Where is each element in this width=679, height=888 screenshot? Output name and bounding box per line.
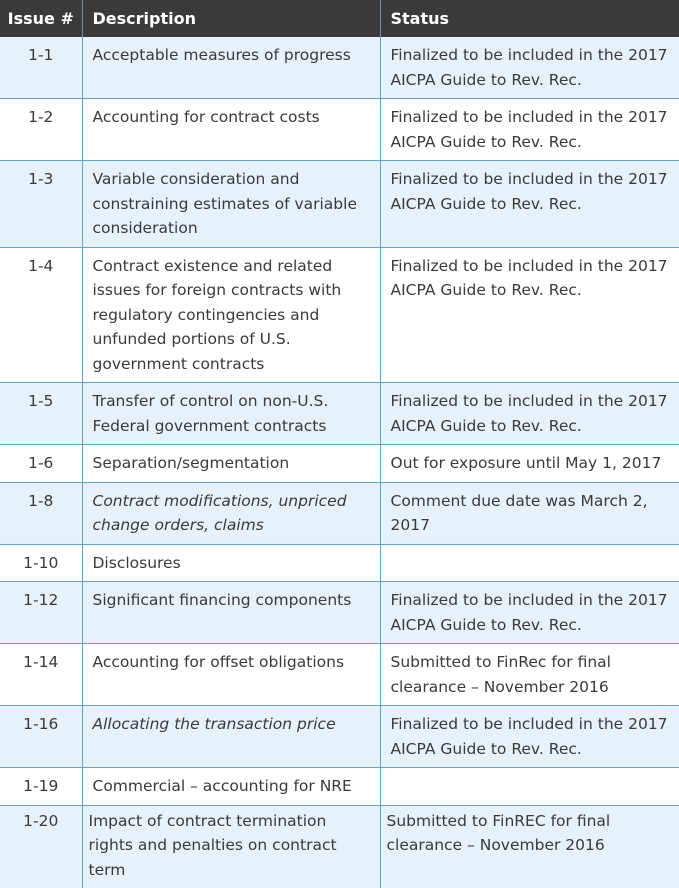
issue-description: Transfer of control on non-U.S. Federal government contracts xyxy=(82,383,380,445)
table-row xyxy=(0,544,679,582)
table-row xyxy=(0,482,679,544)
issue-number: 1-2 xyxy=(0,99,82,161)
table-row xyxy=(0,37,679,99)
issue-status: Finalized to be included in the 2017 AICPA Guide to Rev. Rec. xyxy=(380,582,679,644)
issue-number: 1-1 xyxy=(0,37,82,99)
table-body xyxy=(0,37,679,888)
issue-number: 1-6 xyxy=(0,445,82,483)
issue-description: Contract modifications, unpriced change orders, claims xyxy=(82,482,380,544)
issue-description: Impact of contract termination rights and penalties on contract term xyxy=(82,805,380,888)
issue-description: Significant financing components xyxy=(82,582,380,644)
issue-status: Finalized to be included in the 2017 AICPA Guide to Rev. Rec. xyxy=(380,161,679,248)
table-row xyxy=(0,768,679,806)
issue-description: Allocating the transaction price xyxy=(82,706,380,768)
issue-status xyxy=(380,768,679,806)
issue-number: 1-20 xyxy=(0,805,82,888)
table-row xyxy=(0,99,679,161)
issue-status: Submitted to FinRec for final clearance – November 2016 xyxy=(380,644,679,706)
table-row xyxy=(0,805,679,888)
column-header-description: Description xyxy=(82,0,380,37)
issue-description: Accounting for contract costs xyxy=(82,99,380,161)
issue-number: 1-8 xyxy=(0,482,82,544)
table-row xyxy=(0,383,679,445)
table-row xyxy=(0,445,679,483)
issue-status xyxy=(380,544,679,582)
issue-status: Finalized to be included in the 2017 AICPA Guide to Rev. Rec. xyxy=(380,37,679,99)
issue-number: 1-16 xyxy=(0,706,82,768)
issue-number: 1-5 xyxy=(0,383,82,445)
table-row xyxy=(0,644,679,706)
issue-description: Accounting for offset obligations xyxy=(82,644,380,706)
issue-status: Out for exposure until May 1, 2017 xyxy=(380,445,679,483)
issue-status: Finalized to be included in the 2017 AICPA Guide to Rev. Rec. xyxy=(380,706,679,768)
issue-number: 1-3 xyxy=(0,161,82,248)
issue-description: Commercial – accounting for NRE xyxy=(82,768,380,806)
column-header-status: Status xyxy=(380,0,679,37)
issue-description: Contract existence and related issues for foreign contracts with regulatory contingencies and unfunded portions of U.S. government contracts xyxy=(82,247,380,383)
issue-description: Variable consideration and constraining estimates of variable consideration xyxy=(82,161,380,248)
issue-description: Acceptable measures of progress xyxy=(82,37,380,99)
column-header-issue: Issue # xyxy=(0,0,82,37)
issue-number: 1-12 xyxy=(0,582,82,644)
table-header-row xyxy=(0,0,679,37)
table-row xyxy=(0,247,679,383)
issue-number: 1-19 xyxy=(0,768,82,806)
issue-description: Separation/segmentation xyxy=(82,445,380,483)
issue-status: Finalized to be included in the 2017 AICPA Guide to Rev. Rec. xyxy=(380,383,679,445)
issue-description: Disclosures xyxy=(82,544,380,582)
issue-number: 1-10 xyxy=(0,544,82,582)
issue-status: Comment due date was March 2, 2017 xyxy=(380,482,679,544)
table-row xyxy=(0,706,679,768)
issue-number: 1-4 xyxy=(0,247,82,383)
issue-status: Submitted to FinREC for final clearance – November 2016 xyxy=(380,805,679,888)
table-row xyxy=(0,582,679,644)
issue-number: 1-14 xyxy=(0,644,82,706)
table-row xyxy=(0,161,679,248)
issue-status: Finalized to be included in the 2017 AICPA Guide to Rev. Rec. xyxy=(380,247,679,383)
issue-status: Finalized to be included in the 2017 AICPA Guide to Rev. Rec. xyxy=(380,99,679,161)
